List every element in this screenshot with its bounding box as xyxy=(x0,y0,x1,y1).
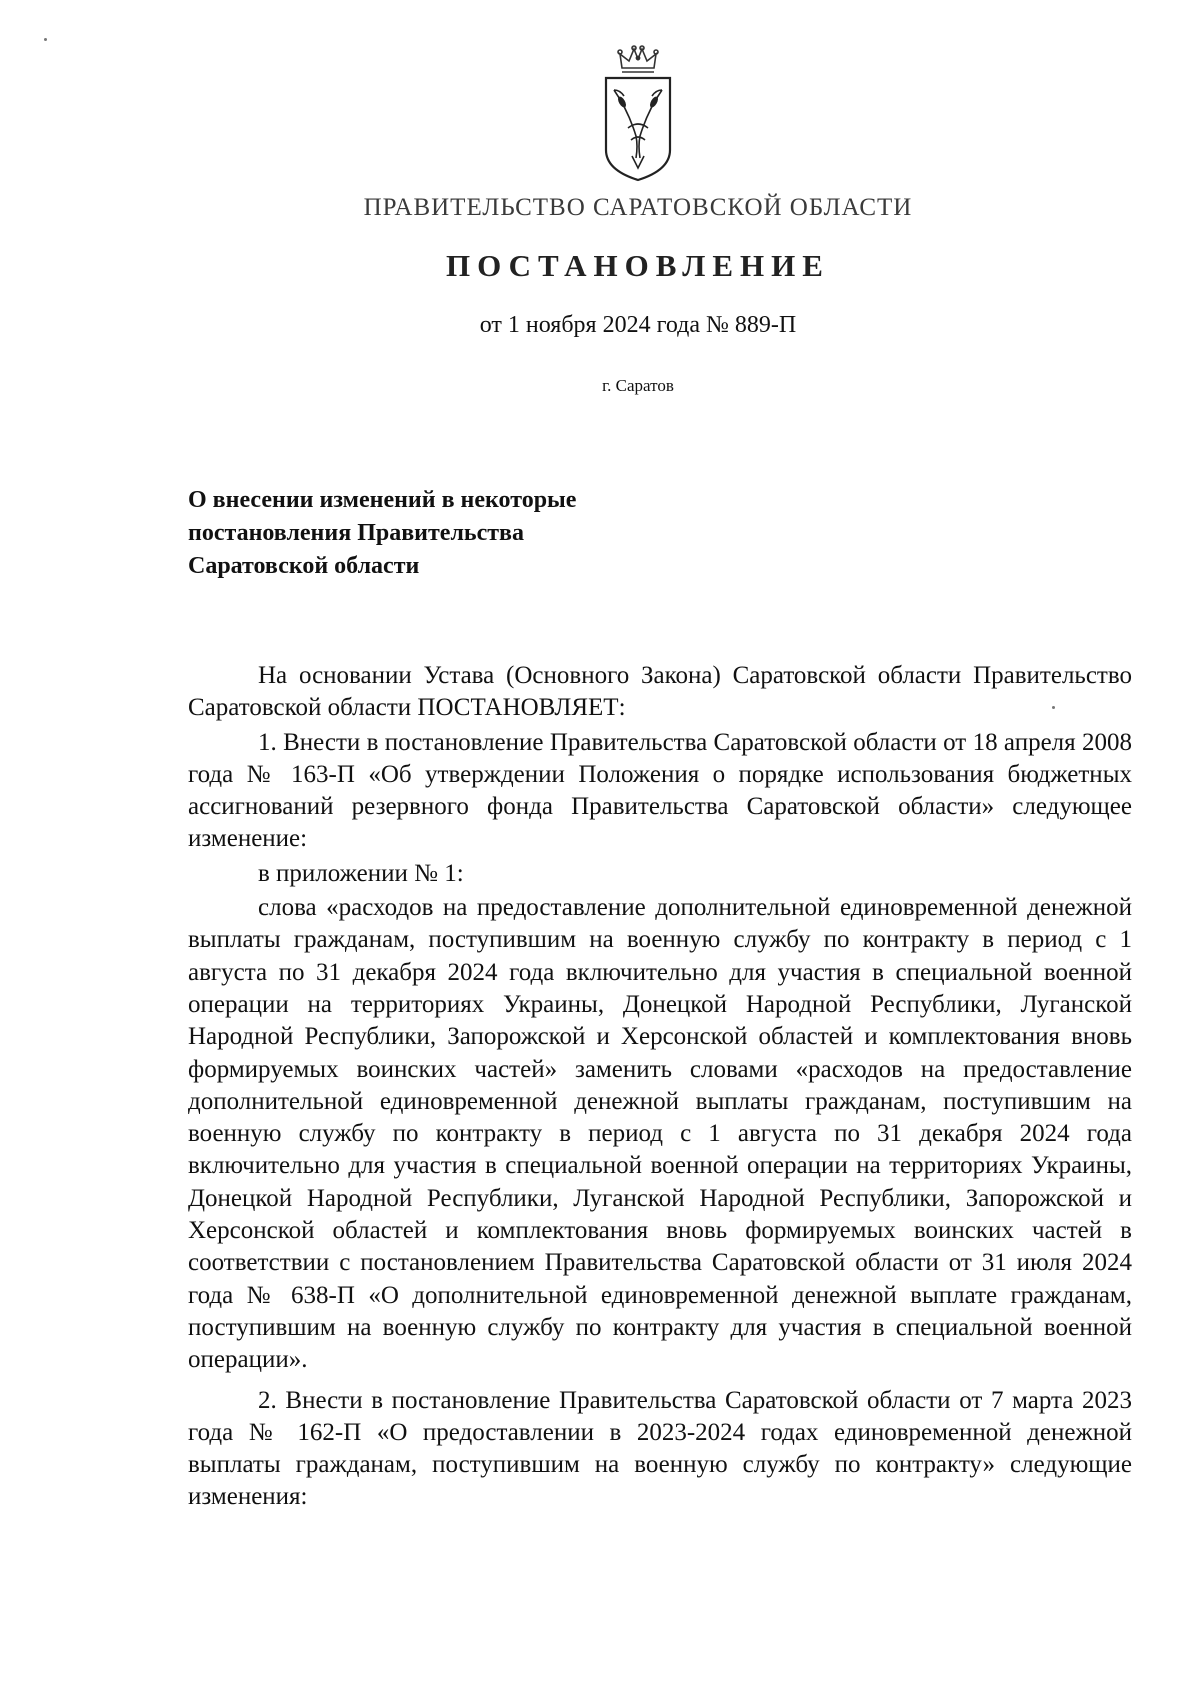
document-type: ПОСТАНОВЛЕНИЕ xyxy=(446,248,830,283)
preamble-paragraph: На основании Устава (Основного Закона) Саратовской области Правительство Саратовской области ПОСТАНОВЛЯЕТ: xyxy=(188,662,1132,722)
item1-change-paragraph: слова «расходов на предоставление дополнительной единовременной денежной выплаты гражданам, поступившим на военную службу по контракту в период с 1 августа по 31 декабря 2024 года включительно для участия в специальной военной операции на территориях Украины, Донецкой Народной Республики, Луганской Народной Республики, Запорожской и Херсонской областей и комплектования вновь формируемых воинских частей» заменить словами «расходов на предоставление дополнительной единовременной денежной выплаты гражданам, поступившим на военную службу по контракту в период с 1 августа по 31 декабря 2024 года включительно для участия в специальной военной операции на территориях Украины, Донецкой Народной Республики, Луганской Народной Республики, Запорожской и Херсонской областей и комплектования вновь формируемых воинских частей в соответствии с постановлением Правительства Саратовской области от 31 июля 2024 года № 638-П «О дополнительной единовременной денежной выплате гражданам, поступившим на военную службу по контракту для участия в специальной военной операции». xyxy=(188,894,1132,1374)
title-line: Саратовской области xyxy=(188,553,420,579)
scan-speck xyxy=(1052,706,1055,709)
organization-name: ПРАВИТЕЛЬСТВО САРАТОВСКОЙ ОБЛАСТИ xyxy=(363,194,913,221)
item1-paragraph: 1. Внести в постановление Правительства Саратовской области от 18 апреля 2008 года № 163-П «Об утверждении Положения о порядке использования бюджетных ассигнований резервного фонда Правительства Саратовской области» следующее изменение: xyxy=(188,728,1132,853)
document-date-number: от 1 ноября 2024 года № 889-П xyxy=(479,312,797,338)
title-line: О внесении изменений в некоторые xyxy=(188,487,577,513)
item1-annex-paragraph: в приложении № 1: xyxy=(258,859,464,887)
document-city: г. Саратов xyxy=(602,376,674,395)
scan-speck xyxy=(44,38,47,41)
saratov-coat-of-arms-icon xyxy=(598,44,678,182)
document-body xyxy=(188,660,1132,1514)
item2-paragraph: 2. Внести в постановление Правительства Саратовской области от 7 марта 2023 года № 162-П «О предоставлении в 2023-2024 годах единовременной денежной выплаты гражданам, поступившим на военную службу по контракту» следующие изменения: xyxy=(188,1386,1132,1511)
title-line: постановления Правительства xyxy=(188,520,524,546)
document-title xyxy=(188,484,748,583)
